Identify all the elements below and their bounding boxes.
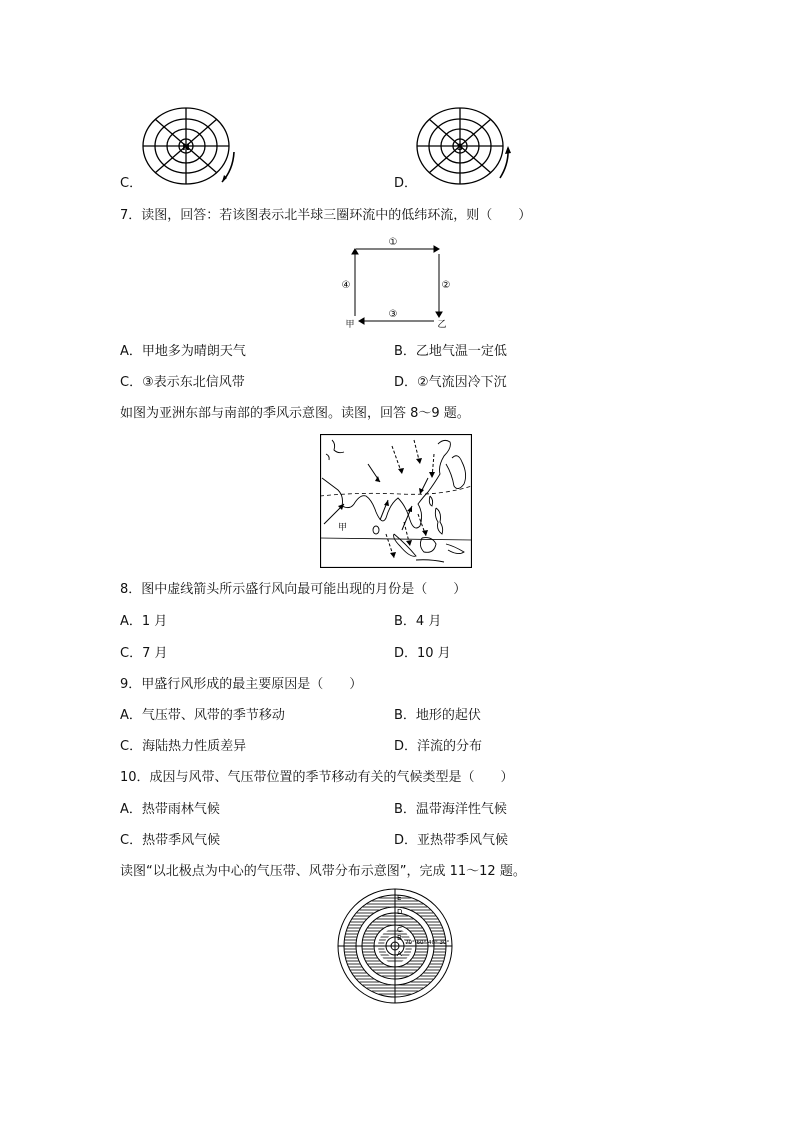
belt-letter-d: D (397, 908, 403, 916)
arrow-2-label: ② (441, 280, 451, 291)
q10-option-d: D．亚热带季风气候 (394, 833, 509, 848)
question-8-stem: 8．图中虚线箭头所示盛行风向最可能出现的月份是（ ） (120, 582, 467, 597)
q7-option-a: A．甲地多为晴朗天气 (120, 344, 246, 359)
polar-belt-diagram (335, 888, 455, 1008)
option-d-label: D． (394, 176, 418, 191)
q10-option-b: B．温带海洋性气候 (394, 802, 507, 817)
intro-11-12: 读图“以北极点为中心的气压带、风带分布示意图”，完成 11～12 题。 (120, 864, 526, 879)
question-10-stem: 10．成因与风带、气压带位置的季节移动有关的气候类型是（ ） (120, 770, 514, 785)
q10-option-a: A．热带雨林气候 (120, 802, 220, 817)
latitude-labels: 70° 60° 40° 30° (405, 940, 450, 946)
q9-option-b: B．地形的起伏 (394, 708, 481, 723)
q7-option-b: B．乙地气温一定低 (394, 344, 507, 359)
place-yi: 乙 (437, 320, 447, 330)
q9-option-c: C．海陆热力性质差异 (120, 739, 247, 754)
belt-letter-b: B (397, 934, 402, 942)
q8-option-c: C．7 月 (120, 646, 168, 661)
q9-option-d: D．洋流的分布 (394, 739, 483, 754)
q7-option-c: C．③表示东北信风带 (120, 375, 245, 390)
arrow-4-label: ④ (341, 280, 351, 291)
q8-option-d: D．10 月 (394, 646, 451, 661)
belt-letter-c: C (397, 926, 402, 934)
q9-option-a: A．气压带、风带的季节移动 (120, 708, 285, 723)
q8-option-a: A．1 月 (120, 614, 168, 629)
option-c-label: C． (120, 176, 143, 191)
arrow-1-label: ① (388, 237, 398, 248)
svg-text:S: S (456, 143, 464, 153)
svg-text:N: N (182, 143, 190, 153)
belt-letter-e: E (397, 894, 402, 902)
intro-8-9: 如图为亚洲东部与南部的季风示意图。读图，回答 8～9 题。 (120, 406, 470, 421)
q8-option-b: B．4 月 (394, 614, 442, 629)
monsoon-map (320, 434, 472, 568)
diagram-option-c (138, 104, 248, 188)
question-9-stem: 9．甲盛行风形成的最主要原因是（ ） (120, 677, 363, 692)
q10-option-c: C．热带季风气候 (120, 833, 221, 848)
arrow-3-label: ③ (388, 309, 398, 320)
circulation-diagram (338, 232, 458, 330)
diagram-option-d (412, 104, 522, 188)
question-7-stem: 7．读图，回答：若该图表示北半球三圈环流中的低纬环流，则（ ） (120, 208, 532, 223)
place-jia: 甲 (345, 320, 355, 330)
map-label-jia: 甲 (338, 523, 348, 533)
q7-option-d: D．②气流因冷下沉 (394, 375, 507, 390)
belt-letter-a: A (397, 950, 402, 958)
